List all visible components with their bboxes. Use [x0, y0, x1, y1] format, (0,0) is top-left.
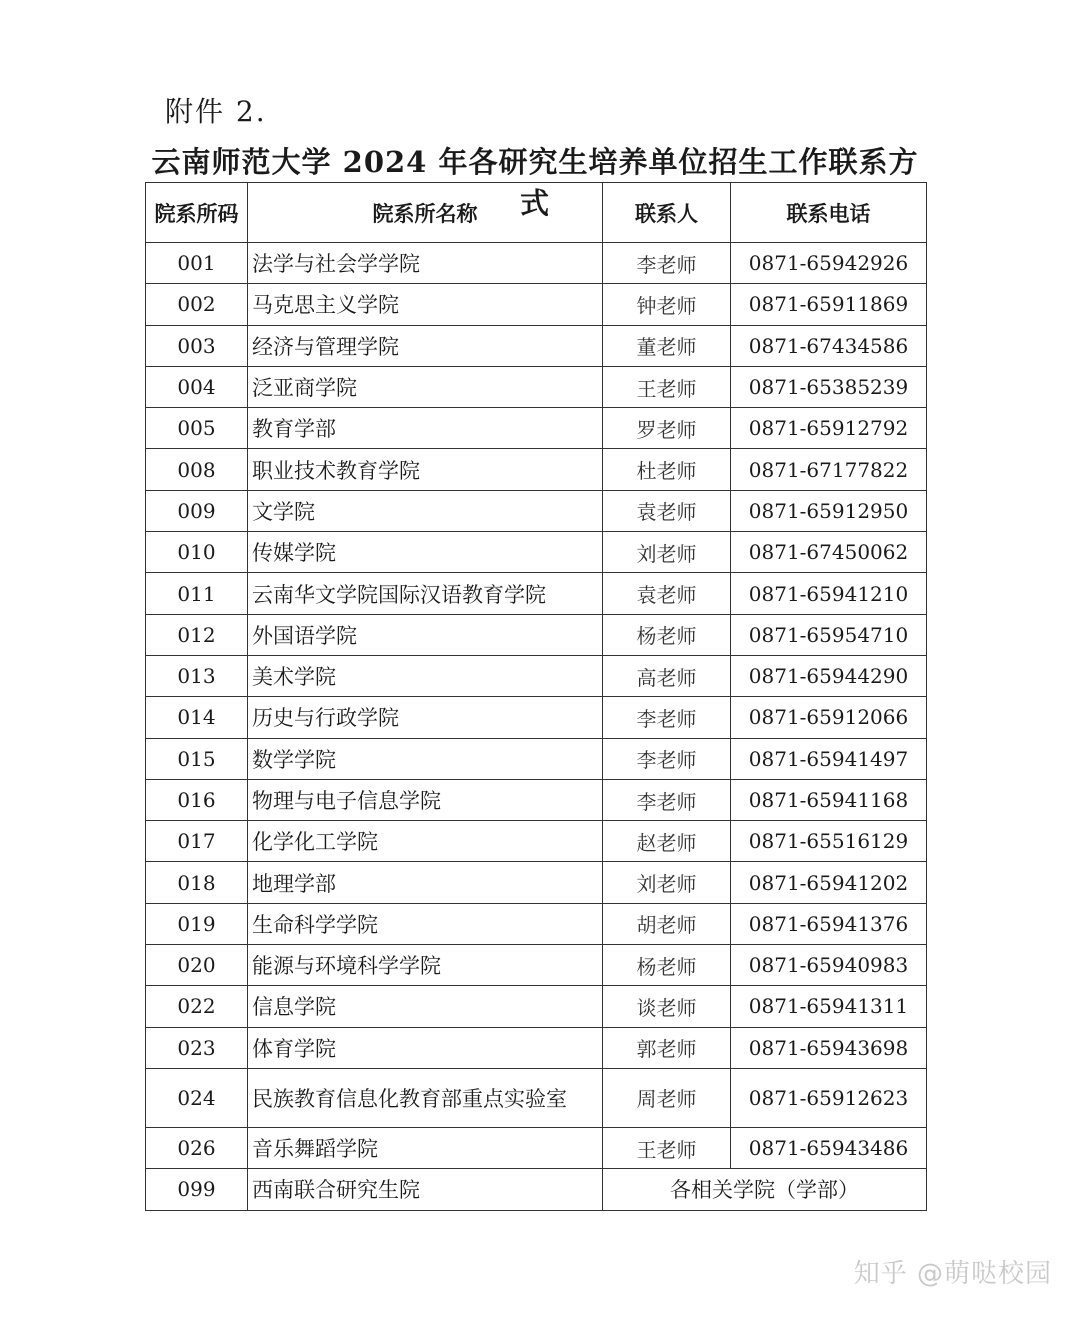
table-row: [146, 1127, 927, 1168]
cell-person: 赵老师: [603, 821, 731, 862]
cell-code: 013: [146, 655, 248, 696]
table-row: [146, 490, 927, 531]
cell-person: 李老师: [603, 738, 731, 779]
cell-code: 017: [146, 821, 248, 862]
cell-code: 024: [146, 1068, 248, 1127]
cell-name: 传媒学院: [248, 532, 603, 573]
cell-name: 云南华文学院国际汉语教育学院: [248, 573, 603, 614]
cell-phone: 0871-65940983: [731, 945, 927, 986]
cell-code: 009: [146, 490, 248, 531]
header-person: 联系人: [603, 183, 731, 243]
cell-code: 014: [146, 697, 248, 738]
cell-name: 马克思主义学院: [248, 284, 603, 325]
cell-phone: 0871-65911869: [731, 284, 927, 325]
cell-code: 011: [146, 573, 248, 614]
table-row: [146, 821, 927, 862]
table-row: [146, 325, 927, 366]
table-row: [146, 532, 927, 573]
cell-phone: 0871-65943486: [731, 1127, 927, 1168]
cell-phone: 0871-65516129: [731, 821, 927, 862]
cell-code: 008: [146, 449, 248, 490]
cell-name: 能源与环境科学学院: [248, 945, 603, 986]
cell-merged-contact: 各相关学院（学部）: [603, 1169, 927, 1210]
cell-name: 生命科学学院: [248, 903, 603, 944]
table-row: [146, 614, 927, 655]
cell-phone: 0871-65912950: [731, 490, 927, 531]
cell-name: 职业技术教育学院: [248, 449, 603, 490]
cell-name: 泛亚商学院: [248, 366, 603, 407]
cell-name: 西南联合研究生院: [248, 1169, 603, 1210]
cell-phone: 0871-65385239: [731, 366, 927, 407]
table-row: [146, 986, 927, 1027]
header-name: 院系所名称: [248, 183, 603, 243]
cell-code: 019: [146, 903, 248, 944]
cell-person: 董老师: [603, 325, 731, 366]
table-row: [146, 1027, 927, 1068]
cell-phone: 0871-65941202: [731, 862, 927, 903]
cell-code: 004: [146, 366, 248, 407]
cell-code: 020: [146, 945, 248, 986]
cell-phone: 0871-67450062: [731, 532, 927, 573]
cell-name: 物理与电子信息学院: [248, 779, 603, 820]
cell-name: 外国语学院: [248, 614, 603, 655]
cell-person: 钟老师: [603, 284, 731, 325]
cell-person: 王老师: [603, 366, 731, 407]
cell-phone: 0871-65944290: [731, 655, 927, 696]
cell-code: 003: [146, 325, 248, 366]
cell-name: 经济与管理学院: [248, 325, 603, 366]
cell-person: 胡老师: [603, 903, 731, 944]
attachment-label: 附件 2.: [165, 95, 267, 128]
cell-person: 罗老师: [603, 408, 731, 449]
cell-person: 周老师: [603, 1068, 731, 1127]
cell-phone: 0871-67177822: [731, 449, 927, 490]
cell-person: 王老师: [603, 1127, 731, 1168]
table-row: [146, 903, 927, 944]
cell-code: 002: [146, 284, 248, 325]
cell-person: 杨老师: [603, 614, 731, 655]
table-row: [146, 366, 927, 407]
cell-code: 010: [146, 532, 248, 573]
table-row: [146, 449, 927, 490]
cell-phone: 0871-65941210: [731, 573, 927, 614]
cell-name: 音乐舞蹈学院: [248, 1127, 603, 1168]
cell-code: 023: [146, 1027, 248, 1068]
cell-code: 018: [146, 862, 248, 903]
cell-name: 民族教育信息化教育部重点实验室: [248, 1068, 603, 1127]
header-phone: 联系电话: [731, 183, 927, 243]
cell-name: 法学与社会学学院: [248, 243, 603, 284]
cell-person: 袁老师: [603, 490, 731, 531]
header-code: 院系所码: [146, 183, 248, 243]
table-row: [146, 945, 927, 986]
cell-person: 谈老师: [603, 986, 731, 1027]
cell-person: 李老师: [603, 697, 731, 738]
cell-code: 026: [146, 1127, 248, 1168]
contact-table: [145, 182, 927, 1211]
cell-phone: 0871-65912066: [731, 697, 927, 738]
cell-phone: 0871-65941497: [731, 738, 927, 779]
cell-person: 李老师: [603, 243, 731, 284]
cell-person: 李老师: [603, 779, 731, 820]
cell-code: 022: [146, 986, 248, 1027]
table-row: [146, 408, 927, 449]
table-header-row: [146, 183, 927, 243]
cell-name: 文学院: [248, 490, 603, 531]
cell-phone: 0871-65943698: [731, 1027, 927, 1068]
table-row: [146, 1068, 927, 1127]
cell-phone: 0871-65954710: [731, 614, 927, 655]
cell-person: 刘老师: [603, 862, 731, 903]
cell-person: 郭老师: [603, 1027, 731, 1068]
cell-code: 016: [146, 779, 248, 820]
table-row: [146, 573, 927, 614]
cell-name: 信息学院: [248, 986, 603, 1027]
table-body: [146, 243, 927, 1211]
cell-person: 杜老师: [603, 449, 731, 490]
table-row: [146, 862, 927, 903]
cell-name: 化学化工学院: [248, 821, 603, 862]
cell-name: 地理学部: [248, 862, 603, 903]
cell-phone: 0871-65912792: [731, 408, 927, 449]
table-row: [146, 779, 927, 820]
cell-person: 高老师: [603, 655, 731, 696]
cell-code: 099: [146, 1169, 248, 1210]
zhihu-watermark: 知乎 @萌哒校园: [853, 1259, 1052, 1289]
cell-person: 袁老师: [603, 573, 731, 614]
cell-code: 012: [146, 614, 248, 655]
cell-phone: 0871-65941311: [731, 986, 927, 1027]
cell-phone: 0871-65942926: [731, 243, 927, 284]
cell-name: 历史与行政学院: [248, 697, 603, 738]
cell-phone: 0871-65912623: [731, 1068, 927, 1127]
document-title: 云南师范大学 2024 年各研究生培养单位招生工作联系方式: [151, 145, 919, 220]
cell-phone: 0871-67434586: [731, 325, 927, 366]
cell-name: 美术学院: [248, 655, 603, 696]
cell-person: 杨老师: [603, 945, 731, 986]
cell-phone: 0871-65941168: [731, 779, 927, 820]
table-row: [146, 697, 927, 738]
cell-code: 015: [146, 738, 248, 779]
cell-person: 刘老师: [603, 532, 731, 573]
cell-name: 教育学部: [248, 408, 603, 449]
cell-code: 005: [146, 408, 248, 449]
table-row: [146, 738, 927, 779]
table-row: [146, 243, 927, 284]
cell-name: 体育学院: [248, 1027, 603, 1068]
table-row: [146, 655, 927, 696]
cell-phone: 0871-65941376: [731, 903, 927, 944]
table-row: [146, 284, 927, 325]
cell-name: 数学学院: [248, 738, 603, 779]
table-row: [146, 1169, 927, 1210]
cell-code: 001: [146, 243, 248, 284]
